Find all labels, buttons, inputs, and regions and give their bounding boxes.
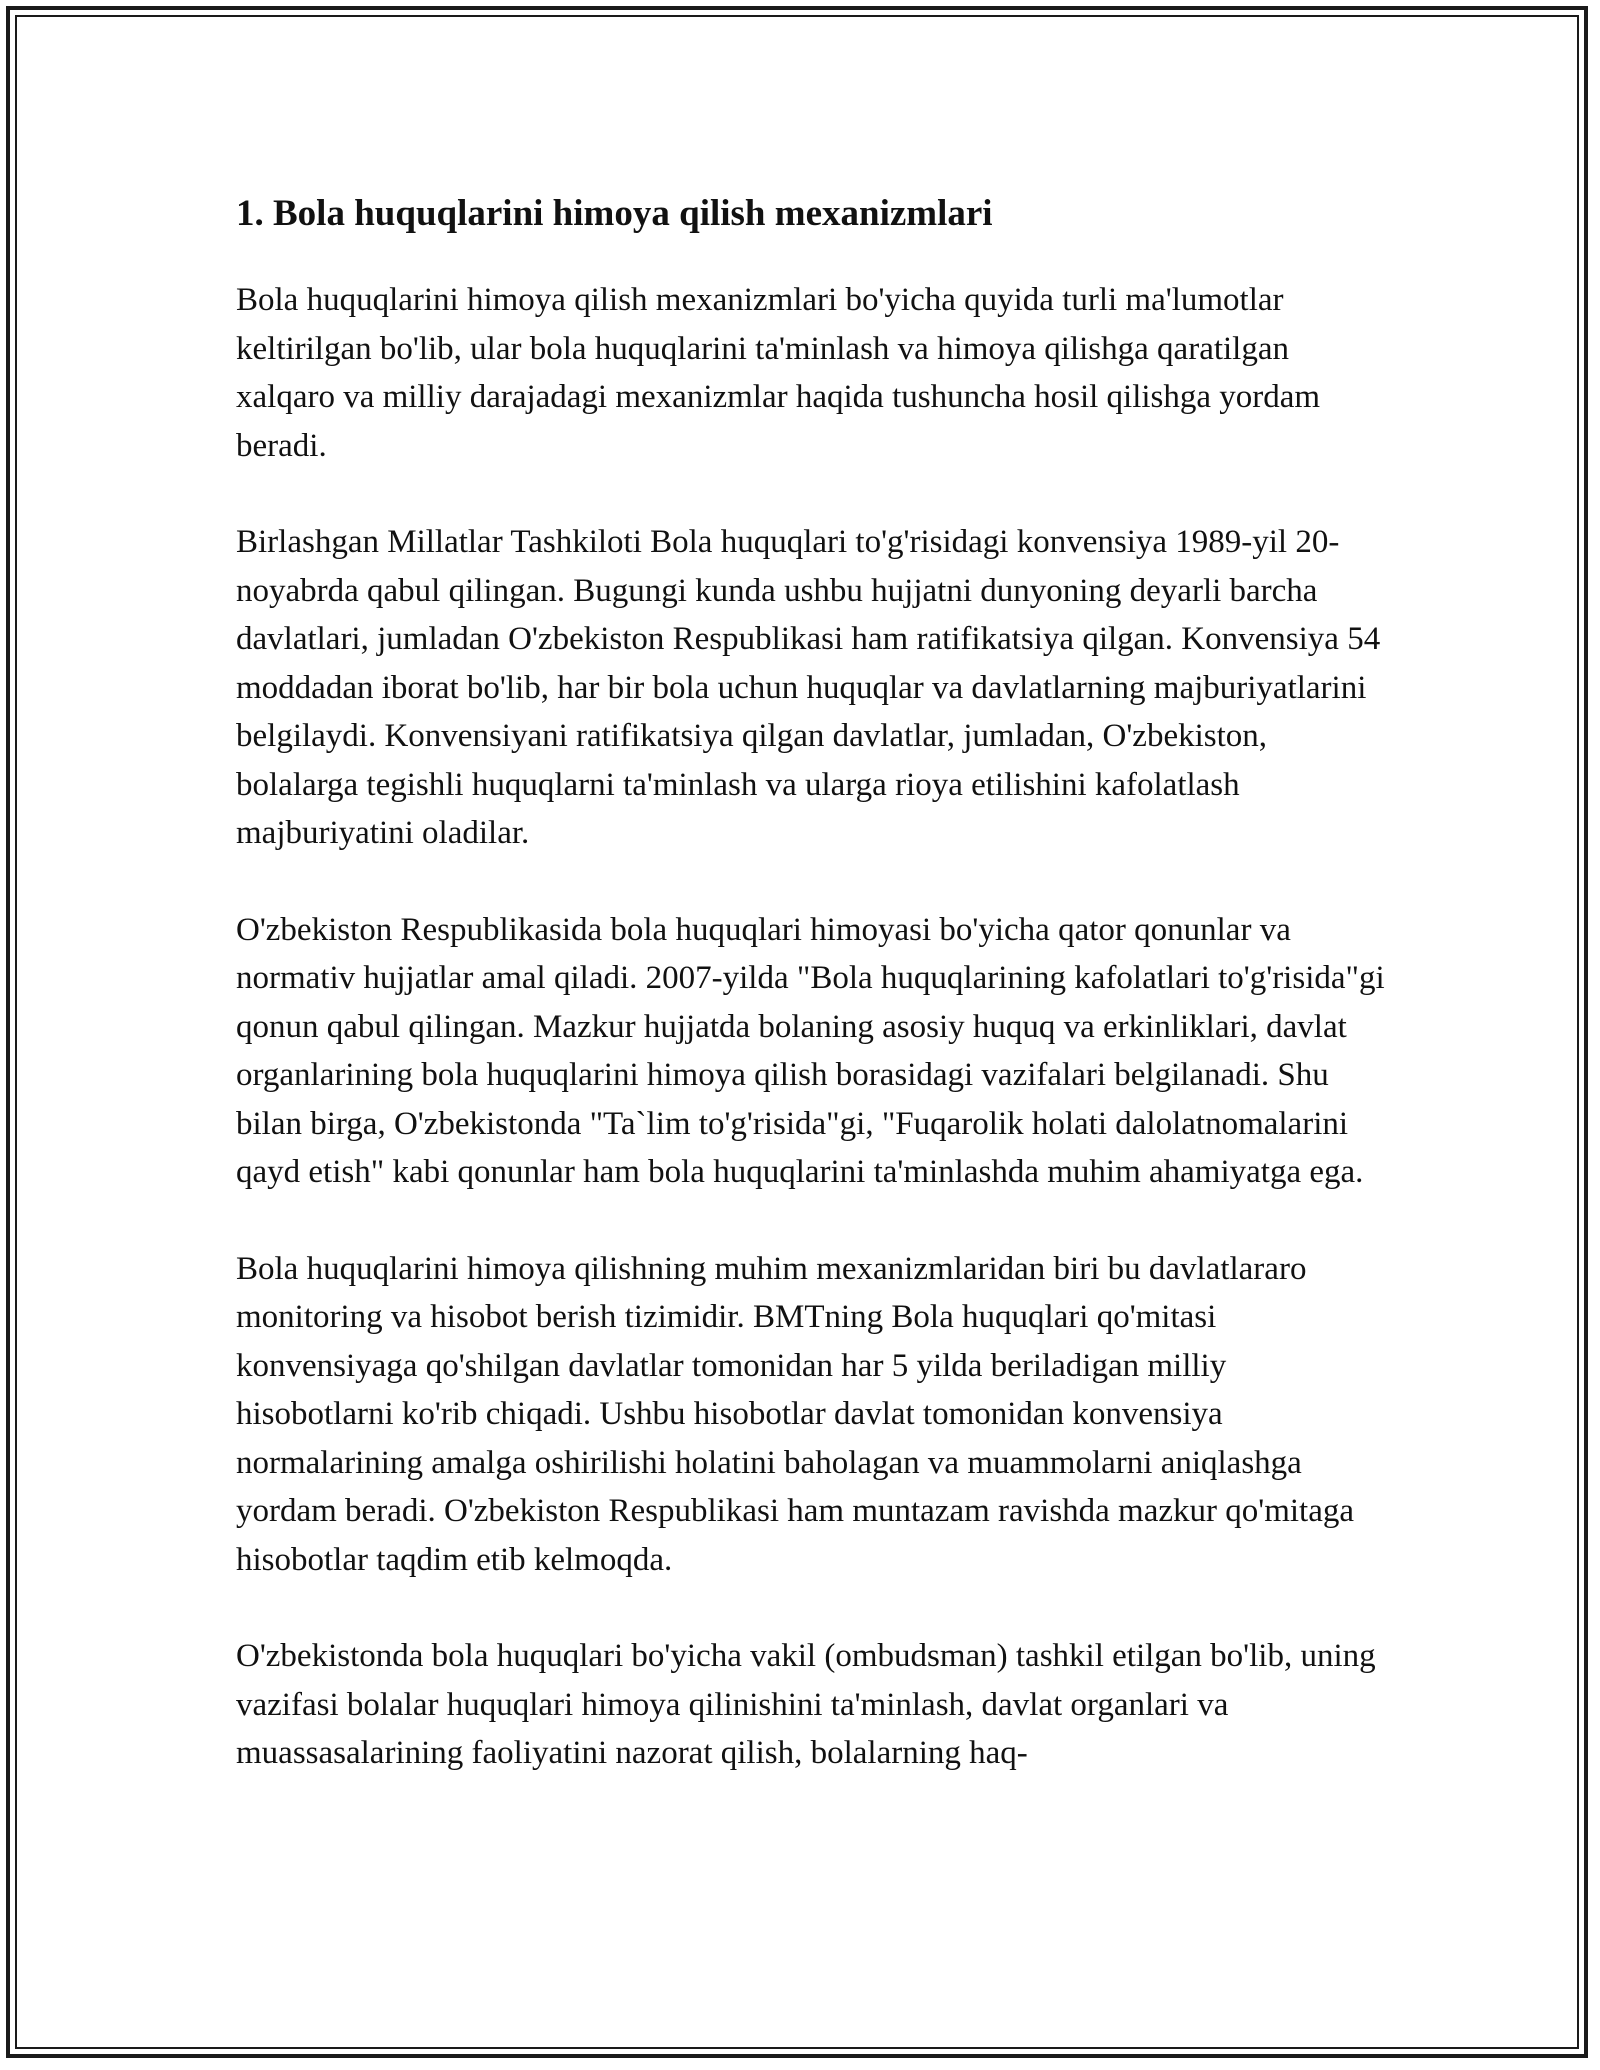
paragraph-intro: Bola huquqlarini himoya qilish mexanizmlari bo'yicha quyida turli ma'lumotlar keltirilgan bo'lib, ular bola huquqlarini ta'minlash va himoya qilishga qaratilgan xalqaro va milliy darajadagi mexanizmlar haqida tushuncha hosil qilishga yordam beradi. <box>236 282 1321 464</box>
paragraph-ombudsman: O'zbekistonda bola huquqlari bo'yicha vakil (ombudsman) tashkil etilgan bo'lib, uning vazifasi bolalar huquqlari himoya qilinishini ta'minlash, davlat organlari va muassasalarining faoliyatini nazorat qilish, bolalarning haq- <box>236 1638 1376 1771</box>
document-body <box>236 188 1386 1826</box>
section-heading: 1. Bola huquqlarini himoya qilish mexanizmlari <box>236 193 993 234</box>
paragraph-national-laws: O'zbekiston Respublikasida bola huquqlari himoyasi bo'yicha qator qonunlar va normativ hujjatlar amal qiladi. 2007-yilda "Bola huquqlarining kafolatlari to'g'risida"gi qonun qabul qilingan. Mazkur hujjatda bolaning asosiy huquq va erkinliklari, davlat organlarining bola huquqlarini himoya qilish borasidagi vazifalari belgilanadi. Shu bilan birga, O'zbekistonda "Ta`lim to'g'risida"gi, "Fuqarolik holati dalolatnomalarini qayd etish" kabi qonunlar ham bola huquqlarini ta'minlashda muhim ahamiyatga ega. <box>236 911 1385 1190</box>
paragraph-monitoring: Bola huquqlarini himoya qilishning muhim mexanizmlaridan biri bu davlatlararo monitoring va hisobot berish tizimidir. BMTning Bola huquqlari qo'mitasi konvensiyaga qo'shilgan davlatlar tomonidan har 5 yilda beriladigan milliy hisobotlarni ko'rib chiqadi. Ushbu hisobotlar davlat tomonidan konvensiya normalarining amalga oshirilishi holatini baholagan va muammolarni aniqlashga yordam beradi. O'zbekiston Respublikasi ham muntazam ravishda mazkur qo'mitaga hisobotlar taqdim etib kelmoqda. <box>236 1250 1355 1578</box>
paragraph-un-convention: Birlashgan Millatlar Tashkiloti Bola huquqlari to'g'risidagi konvensiya 1989-yil 20-noyabrda qabul qilingan. Bugungi kunda ushbu hujjatni dunyoning deyarli barcha davlatlari, jumladan O'zbekiston Respublikasi ham ratifikatsiya qilgan. Konvensiya 54 moddadan iborat bo'lib, har bir bola uchun huquqlar va davlatlarning majburiyatlarini belgilaydi. Konvensiyani ratifikatsiya qilgan davlatlar, jumladan, O'zbekiston, bolalarga tegishli huquqlarni ta'minlash va ularga rioya etilishini kafolatlash majburiyatini oladilar. <box>236 524 1381 851</box>
